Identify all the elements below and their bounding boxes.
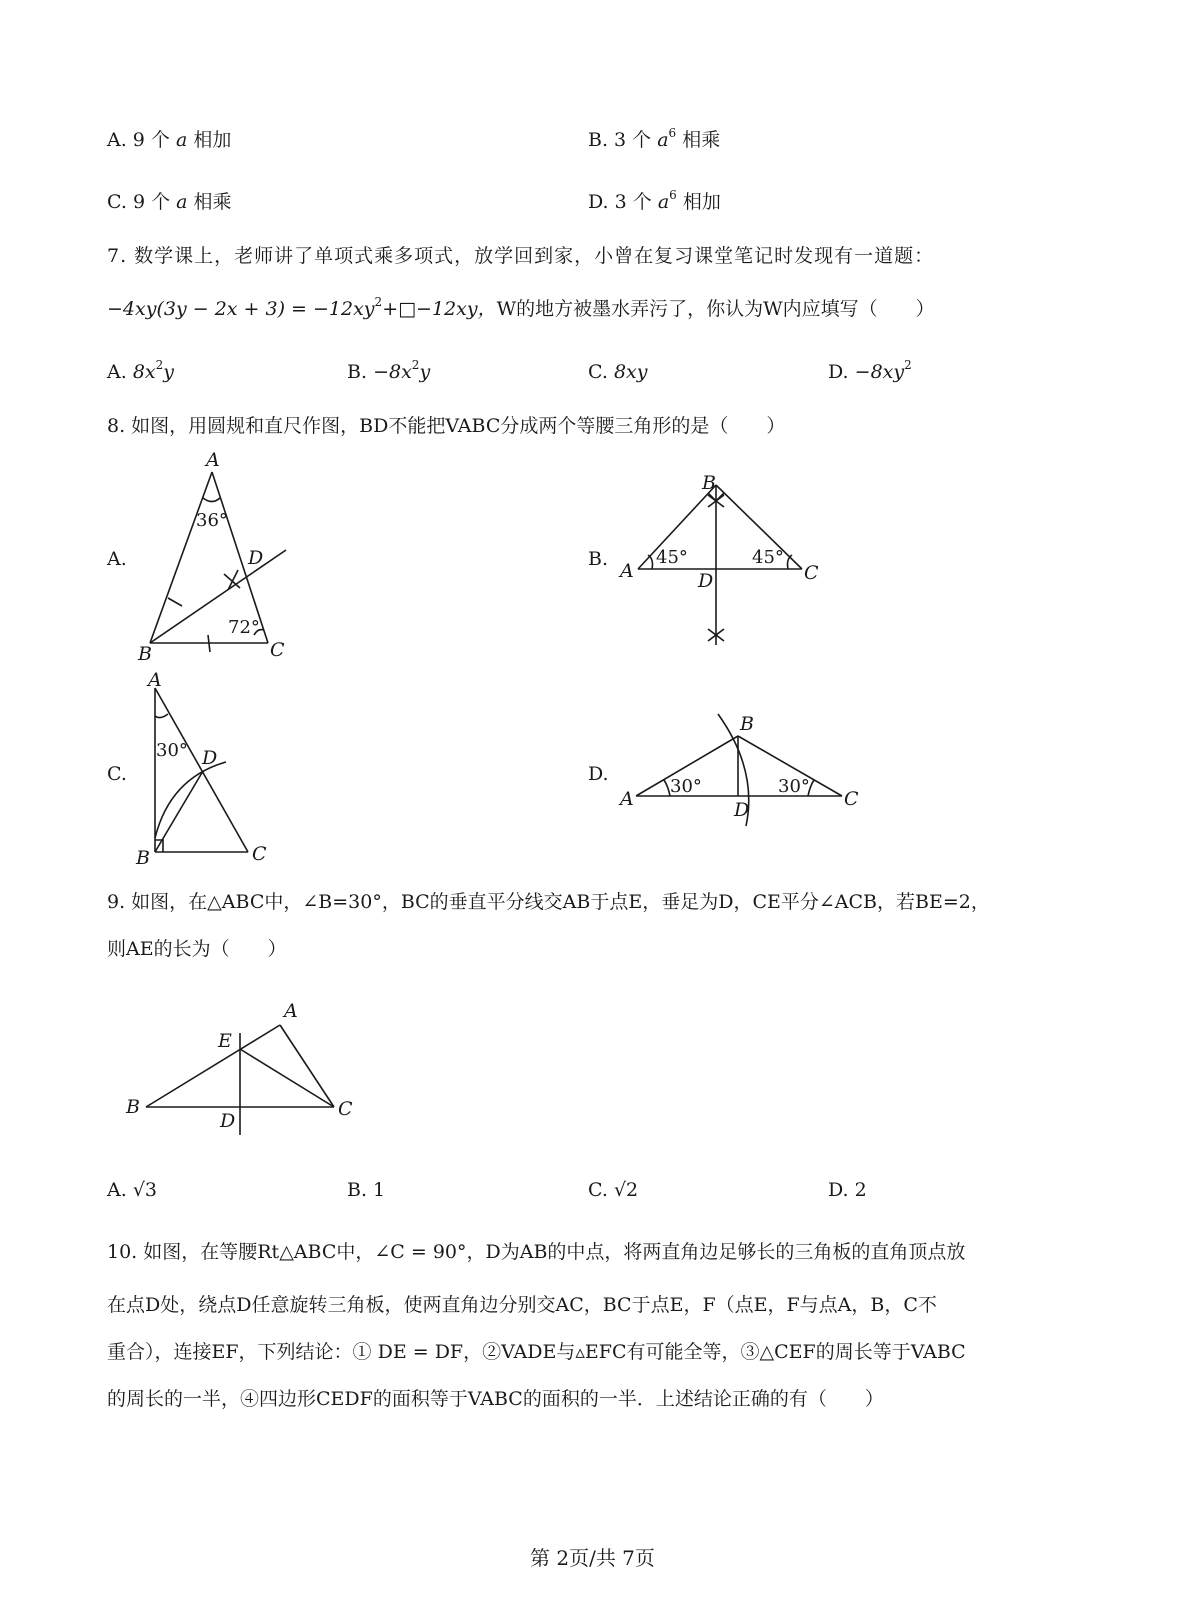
q7-option-b: B. $-8x^2y$ xyxy=(347,358,431,383)
q10-line2: 在点D处，绕点D任意旋转三角板，使两直角边分别交AC，BC于点E，F（点E，F与点A，B，C不 xyxy=(107,1294,937,1316)
fig8d-label-c: C xyxy=(844,788,859,810)
fig8b-label-a: A xyxy=(620,560,634,582)
q7-option-c: C. 8xy xyxy=(588,361,648,383)
q6-option-b: B. 3 个 $a^6$ 相乘 xyxy=(588,126,721,151)
fig8a-label-b: B xyxy=(138,643,152,665)
fig8d-angle-c: 30° xyxy=(778,776,810,797)
fig9-label-d: D xyxy=(220,1110,236,1132)
figure-8b xyxy=(610,465,840,655)
figure-8d xyxy=(610,710,870,830)
fig8b-label-d: D xyxy=(698,570,714,592)
fig8c-angle-a: 30° xyxy=(156,740,188,761)
q8-option-b-label: B. xyxy=(588,548,609,570)
q10-line4: 的周长的一半，④四边形CEDF的面积等于VABC的面积的一半．上述结论正确的有（ ） xyxy=(107,1388,884,1410)
fig8c-label-b: B xyxy=(136,847,150,868)
q9-option-a: A. √3 xyxy=(107,1179,158,1201)
fig8b-angle-a: 45° xyxy=(656,547,688,568)
q8-option-d-label: D. xyxy=(588,763,609,785)
q8-stem: 8. 如图，用圆规和直尺作图，BD不能把VABC分成两个等腰三角形的是（ ） xyxy=(107,415,786,437)
fig9-label-b: B xyxy=(126,1096,140,1118)
q7-equation-line: $-4xy(3y - 2x + 3) = -12xy^2+□-12xy$，W的地方被墨水弄污了，你认为W内应填写（ ） xyxy=(107,295,935,320)
q9-stem-line2: 则AE的长为（ ） xyxy=(107,938,287,960)
fig8a-label-a: A xyxy=(206,450,220,471)
q6-option-c: C. 9 个 a 相乘 xyxy=(107,191,232,213)
q8-option-c-label: C. xyxy=(107,763,127,785)
q9-stem-line1: 9. 如图，在△ABC中，∠B=30°，BC的垂直平分线交AB于点E，垂足为D，CE平分∠ACB，若BE=2， xyxy=(107,891,990,913)
q7-option-d: D. $-8xy^2$ xyxy=(828,358,912,383)
page-footer: 第 2页/共 7页 xyxy=(530,1546,655,1570)
fig8b-label-c: C xyxy=(804,562,819,584)
q7-option-a: A. $8x^2y$ xyxy=(107,358,174,383)
fig9-label-e: E xyxy=(218,1030,232,1052)
fig8a-label-c: C xyxy=(270,639,285,661)
fig8b-label-b: B xyxy=(702,472,716,494)
q10-line3: 重合），连接EF，下列结论：① DE = DF，②VADE与▵EFC有可能全等，③△CEF的周长等于VABC xyxy=(107,1341,966,1363)
q6-option-d: D. 3 个 $a^6$ 相加 xyxy=(588,188,721,213)
q10-line1: 10. 如图，在等腰Rt△ABC中，∠C = 90°，D为AB的中点，将两直角边足够长的三角板的直角顶点放 xyxy=(107,1241,966,1263)
figure-8a xyxy=(130,450,310,670)
fig8a-label-d: D xyxy=(248,547,264,569)
fig8b-angle-c: 45° xyxy=(752,547,784,568)
q6-option-a: A. 9 个 a 相加 xyxy=(107,129,232,151)
fig8d-label-d: D xyxy=(734,799,750,821)
fig8c-label-d: D xyxy=(202,747,218,769)
fig8a-angle-c: 72° xyxy=(228,617,260,638)
q8-option-a-label: A. xyxy=(107,548,127,570)
fig8c-label-a: A xyxy=(148,669,162,691)
fig8d-label-a: A xyxy=(620,788,634,810)
fig9-label-c: C xyxy=(338,1098,353,1120)
fig8c-label-c: C xyxy=(252,843,267,865)
figure-8c xyxy=(130,668,280,868)
q9-option-b: B. 1 xyxy=(347,1179,386,1201)
q9-option-d: D. 2 xyxy=(828,1179,867,1201)
figure-9 xyxy=(120,995,370,1145)
fig8a-angle-a: 36° xyxy=(196,510,228,531)
fig8d-label-b: B xyxy=(740,713,754,735)
fig9-label-a: A xyxy=(284,1000,298,1022)
fig8d-angle-a: 30° xyxy=(670,776,702,797)
q9-option-c: C. √2 xyxy=(588,1179,639,1201)
q7-stem: 7. 数学课上，老师讲了单项式乘多项式，放学回到家，小曾在复习课堂笔记时发现有一道题： xyxy=(107,245,935,267)
